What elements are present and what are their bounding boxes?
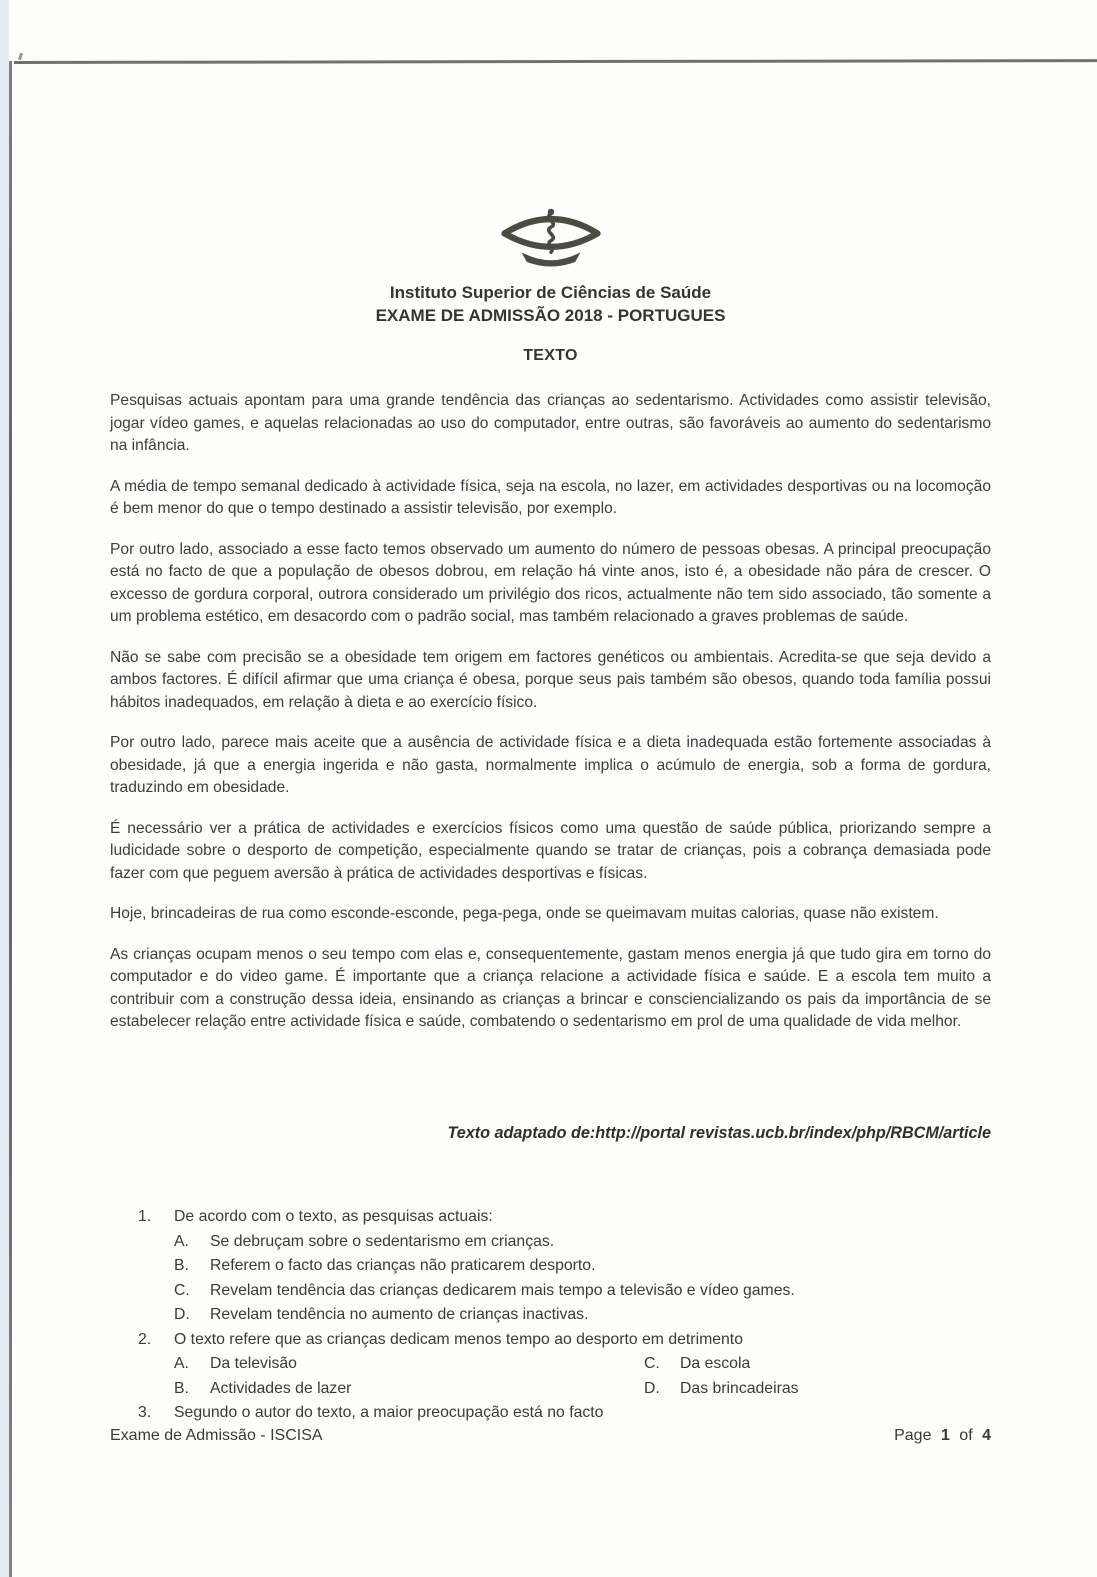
question-number: 1. [138,1208,152,1225]
question-3 [110,1401,991,1426]
option-letter: A. [174,1355,189,1372]
page-indicator [894,1427,991,1445]
question-number: 2. [138,1330,152,1348]
question-2-stem [110,1328,991,1353]
option-letter: C. [174,1281,190,1299]
text-paragraph-1: Pesquisas actuais apontam para uma grande tendência das crianças ao sedentarismo. Actividades como assistir televisão, jogar vídeo games, e aquelas relacionadas ao uso do computador, entre outras, são favoráveis ao aumento do sedentarismo na infância. [110,392,991,454]
text-paragraph-8: As crianças ocupam menos o seu tempo com elas e, consequentemente, gastam menos energia já que tudo gira em torno do computador e do video game. É importante que a criança relacione a actividade física e saúde. E a escola tem muito a contribuir com a construção dessa ideia, ensinando as crianças a brincar e consciencializando os pais da importância de se estabelecer relação entre actividade física e saúde, combatendo o sedentarismo em prol de uma qualidade de vida melhor. [110,945,991,1030]
text-paragraph-3: Por outro lado, associado a esse facto temos observado um aumento do número de pessoas obesas. A principal preocupação está no facto de que a população de obesos dobrou, em relação há vinte anos, isto é, a obesidade não pára de crescer. O excesso de gordura corporal, outrora considerado um privilégio dos ricos, actualmente não tem sido associado, tão somente a um problema estético, em desacordo com o padrão social, mas também relacionado a graves problemas de saúde. [110,540,991,625]
option-letter: B. [174,1257,189,1274]
page-word: Page [894,1426,932,1444]
question-text: De acordo com o texto, as pesquisas actuais: [174,1208,493,1225]
exam-title: EXAME DE ADMISSÃO 2018 - PORTUGUES [375,306,726,325]
question-1-option-b [110,1254,991,1279]
question-text: O texto refere que as crianças dedicam menos tempo ao desporto em detrimento [174,1330,743,1348]
question-1-stem [110,1205,991,1230]
option-text: Da escola [680,1355,751,1372]
option-text: Se debruçam sobre o sedentarismo em crianças. [210,1232,555,1250]
page-total: 4 [982,1426,991,1444]
question-2-options-grid [110,1352,991,1401]
question-text: Segundo o autor do texto, a maior preocupação está no facto [174,1404,604,1421]
question-2-option-c [644,1352,991,1377]
question-2 [110,1328,991,1402]
questions-section [110,1205,991,1426]
question-2-option-d [644,1377,991,1402]
text-paragraph-2: A média de tempo semanal dedicado à actividade física, seja na escola, no lazer, em actividades desportivas ou na locomoção é bem menor do que o tempo destinado a assistir televisão, por exemplo. [110,477,991,517]
page-footer [110,1427,991,1445]
question-1 [110,1205,991,1328]
page-number: 1 [940,1426,950,1444]
option-letter: B. [174,1379,189,1397]
option-text: Referem o facto das crianças não praticarem desporto. [210,1257,596,1274]
question-3-stem [110,1401,991,1426]
section-heading-texto: TEXTO [523,347,578,364]
question-1-option-a [110,1230,991,1255]
option-letter: D. [644,1379,660,1397]
question-1-option-d [110,1303,991,1328]
text-source-attribution: Texto adaptado de:http://portal revistas.ucb.br/index/php/RBCM/article [447,1124,991,1142]
option-letter: A. [174,1232,189,1250]
option-letter: D. [174,1306,190,1323]
option-text: Da televisão [210,1355,297,1372]
text-paragraph-4: Não se sabe com precisão se a obesidade tem origem em factores genéticos ou ambientais. Acredita-se que seja devido a ambos factores. É difícil afirmar que uma criança é obesa, porque seus pais também são obesos, quando toda família possui hábitos inadequados, em relação à dieta e ao exercício físico. [110,648,991,711]
question-2-option-b [110,1377,644,1402]
option-letter: C. [644,1355,660,1372]
text-paragraph-6: É necessário ver a prática de actividades e exercícios físicos como uma questão de saúde pública, priorizando sempre a ludicidade sobre o desporto de competição, especialmente quando se tratar de crianças, pois a cobrança demasiada pode fazer com que peguem aversão à prática de actividades desportivas e físicas. [110,819,991,882]
footer-exam-label: Exame de Admissão - ISCISA [110,1426,323,1444]
question-2-option-a [110,1352,644,1377]
text-paragraph-7: Hoje, brincadeiras de rua como esconde-esconde, pega-pega, onde se queimavam muitas calorias, quase não existem. [110,905,939,922]
question-number: 3. [138,1404,152,1421]
question-1-option-c [110,1279,991,1304]
option-text: Revelam tendência no aumento de crianças inactivas. [210,1306,589,1323]
text-paragraph-5: Por outro lado, parece mais aceite que a ausência de actividade física e a dieta inadequada estão fortemente associadas à obesidade, já que a energia ingerida e não gasta, normalmente implica o acúmulo de energia, sob a forma de gordura, traduzindo em obesidade. [110,734,991,796]
page-header [110,203,991,365]
of-word: of [959,1426,973,1444]
institution-name: Instituto Superior de Ciências de Saúde [389,283,712,302]
eye-serpent-staff-icon [496,258,606,275]
option-text: Actividades de lazer [210,1379,352,1397]
reading-text [110,390,991,1118]
option-text: Revelam tendência das crianças dedicarem mais tempo a televisão e vídeo games. [210,1281,795,1299]
option-text: Das brincadeiras [680,1379,799,1397]
institution-logo [110,203,991,271]
